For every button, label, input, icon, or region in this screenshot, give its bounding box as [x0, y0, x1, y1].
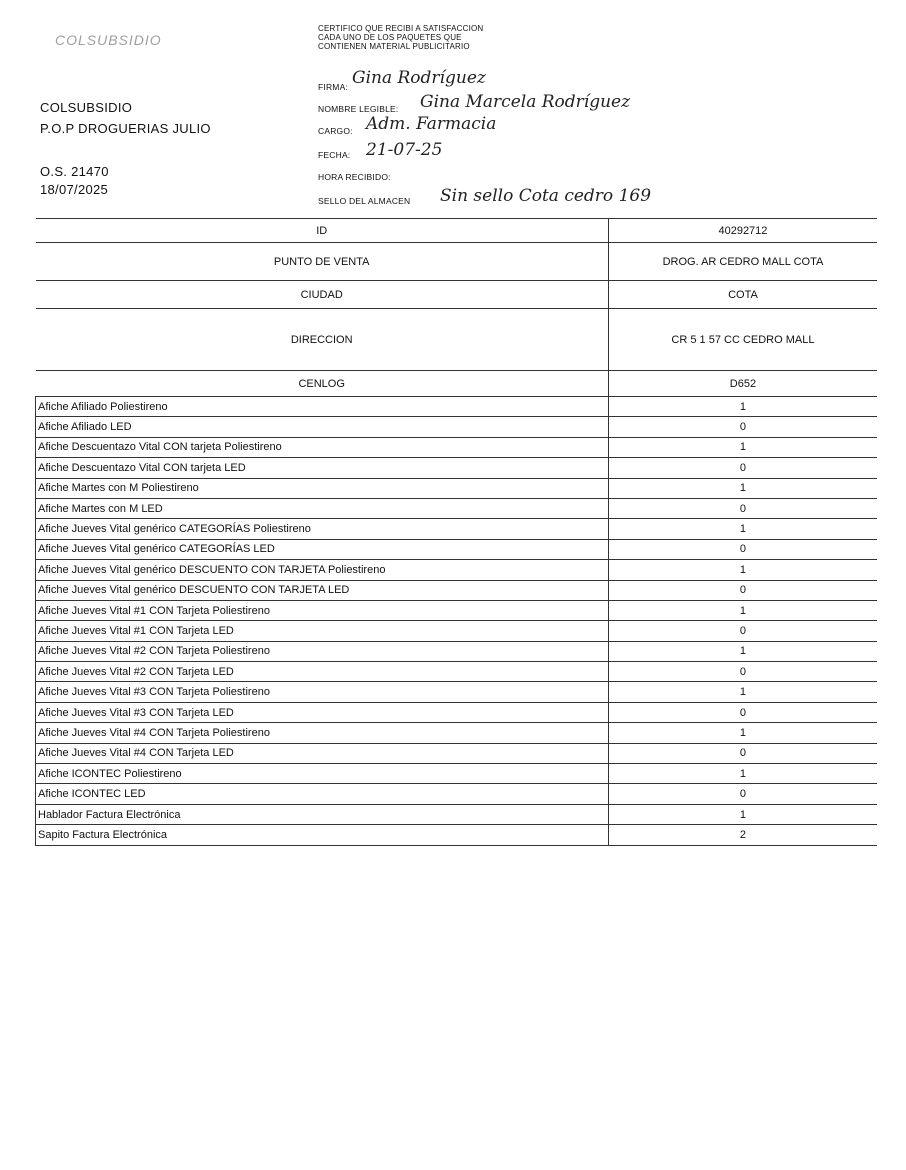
item-row	[36, 682, 878, 702]
item-quantity: 1	[608, 804, 877, 824]
document-date: 18/07/2025	[40, 182, 109, 197]
item-name: Afiche ICONTEC Poliestireno	[36, 764, 609, 784]
item-quantity: 1	[608, 641, 877, 661]
item-quantity: 0	[608, 539, 877, 559]
row-value: COTA	[608, 281, 877, 309]
item-quantity: 2	[608, 825, 877, 845]
item-row	[36, 743, 878, 763]
item-row	[36, 397, 878, 417]
fecha-label: FECHA:	[318, 150, 351, 160]
item-name: Afiche Jueves Vital #1 CON Tarjeta Poliestireno	[36, 600, 609, 620]
signature: Gina Rodríguez	[352, 68, 486, 88]
item-row	[36, 764, 878, 784]
sello-label: SELLO DEL ALMACEN	[318, 196, 411, 206]
item-row	[36, 478, 878, 498]
item-quantity: 1	[608, 478, 877, 498]
table-row-cenlog	[36, 371, 878, 397]
nombre-label: NOMBRE LEGIBLE:	[318, 104, 399, 114]
delivery-table	[35, 218, 877, 846]
item-quantity: 1	[608, 437, 877, 457]
row-value: CR 5 1 57 CC CEDRO MALL	[608, 309, 877, 371]
item-row	[36, 662, 878, 682]
item-row	[36, 784, 878, 804]
item-name: Afiche Jueves Vital #3 CON Tarjeta LED	[36, 702, 609, 722]
item-name: Afiche Descuentazo Vital CON tarjeta LED	[36, 458, 609, 478]
certificate-line: CERTIFICO QUE RECIBI A SATISFACCION	[318, 24, 484, 33]
item-row	[36, 825, 878, 845]
sello-value: Sin sello Cota cedro 169	[440, 186, 652, 206]
item-row	[36, 498, 878, 518]
cargo-value: Adm. Farmacia	[366, 114, 497, 134]
certificate-text	[318, 24, 483, 51]
item-quantity: 0	[608, 417, 877, 437]
row-label: DIRECCION	[36, 309, 609, 371]
item-name: Afiche Martes con M LED	[36, 498, 609, 518]
item-name: Afiche Jueves Vital #4 CON Tarjeta Poliestireno	[36, 723, 609, 743]
table-row-ciudad	[36, 281, 878, 309]
service-order: O.S. 21470	[40, 164, 109, 179]
item-quantity: 1	[608, 560, 877, 580]
item-quantity: 0	[608, 662, 877, 682]
table-row-id	[36, 219, 878, 243]
item-quantity: 1	[608, 682, 877, 702]
item-row	[36, 417, 878, 437]
row-label: ID	[36, 219, 609, 243]
item-name: Afiche Afiliado Poliestireno	[36, 397, 609, 417]
item-name: Afiche Jueves Vital #2 CON Tarjeta Poliestireno	[36, 641, 609, 661]
item-name: Afiche Jueves Vital #2 CON Tarjeta LED	[36, 662, 609, 682]
item-quantity: 0	[608, 784, 877, 804]
item-row	[36, 804, 878, 824]
item-quantity: 1	[608, 519, 877, 539]
item-row	[36, 580, 878, 600]
firma-label: FIRMA:	[318, 82, 349, 92]
item-name: Sapito Factura Electrónica	[36, 825, 609, 845]
item-row	[36, 560, 878, 580]
item-row	[36, 437, 878, 457]
item-name: Afiche Jueves Vital genérico DESCUENTO CON TARJETA LED	[36, 580, 609, 600]
item-row	[36, 641, 878, 661]
item-quantity: 1	[608, 397, 877, 417]
item-quantity: 0	[608, 621, 877, 641]
item-name: Afiche Martes con M Poliestireno	[36, 478, 609, 498]
item-quantity: 1	[608, 764, 877, 784]
table-row-direccion	[36, 309, 878, 371]
item-row	[36, 458, 878, 478]
item-name: Afiche Descuentazo Vital CON tarjeta Poliestireno	[36, 437, 609, 457]
item-name: Afiche Jueves Vital #4 CON Tarjeta LED	[36, 743, 609, 763]
item-name: Afiche Afiliado LED	[36, 417, 609, 437]
item-row	[36, 539, 878, 559]
item-row	[36, 702, 878, 722]
row-label: CIUDAD	[36, 281, 609, 309]
item-name: Afiche Jueves Vital #1 CON Tarjeta LED	[36, 621, 609, 641]
item-row	[36, 723, 878, 743]
company-name: COLSUBSIDIO	[40, 100, 133, 115]
cargo-label: CARGO:	[318, 126, 353, 136]
item-name: Afiche Jueves Vital genérico CATEGORÍAS Poliestireno	[36, 519, 609, 539]
row-value: 40292712	[608, 219, 877, 243]
project-name: P.O.P DROGUERIAS JULIO	[40, 121, 211, 136]
item-quantity: 0	[608, 458, 877, 478]
item-quantity: 1	[608, 723, 877, 743]
hora-label: HORA RECIBIDO:	[318, 172, 391, 182]
certificate-line: CADA UNO DE LOS PAQUETES QUE	[318, 33, 462, 42]
company-logo: COLSUBSIDIO	[55, 32, 162, 48]
item-row	[36, 621, 878, 641]
nombre-value: Gina Marcela Rodríguez	[420, 92, 631, 112]
row-label: PUNTO DE VENTA	[36, 243, 609, 281]
fecha-value: 21-07-25	[366, 140, 443, 160]
item-quantity: 0	[608, 702, 877, 722]
item-name: Hablador Factura Electrónica	[36, 804, 609, 824]
item-row	[36, 600, 878, 620]
item-name: Afiche Jueves Vital genérico CATEGORÍAS LED	[36, 539, 609, 559]
table-row-punto-venta	[36, 243, 878, 281]
item-quantity: 1	[608, 600, 877, 620]
row-value: DROG. AR CEDRO MALL COTA	[608, 243, 877, 281]
item-row	[36, 519, 878, 539]
certificate-line: CONTIENEN MATERIAL PUBLICITARIO	[318, 42, 470, 51]
row-value: D652	[608, 371, 877, 397]
item-quantity: 0	[608, 580, 877, 600]
item-name: Afiche Jueves Vital genérico DESCUENTO CON TARJETA Poliestireno	[36, 560, 609, 580]
item-name: Afiche Jueves Vital #3 CON Tarjeta Poliestireno	[36, 682, 609, 702]
item-name: Afiche ICONTEC LED	[36, 784, 609, 804]
row-label: CENLOG	[36, 371, 609, 397]
item-quantity: 0	[608, 743, 877, 763]
item-quantity: 0	[608, 498, 877, 518]
